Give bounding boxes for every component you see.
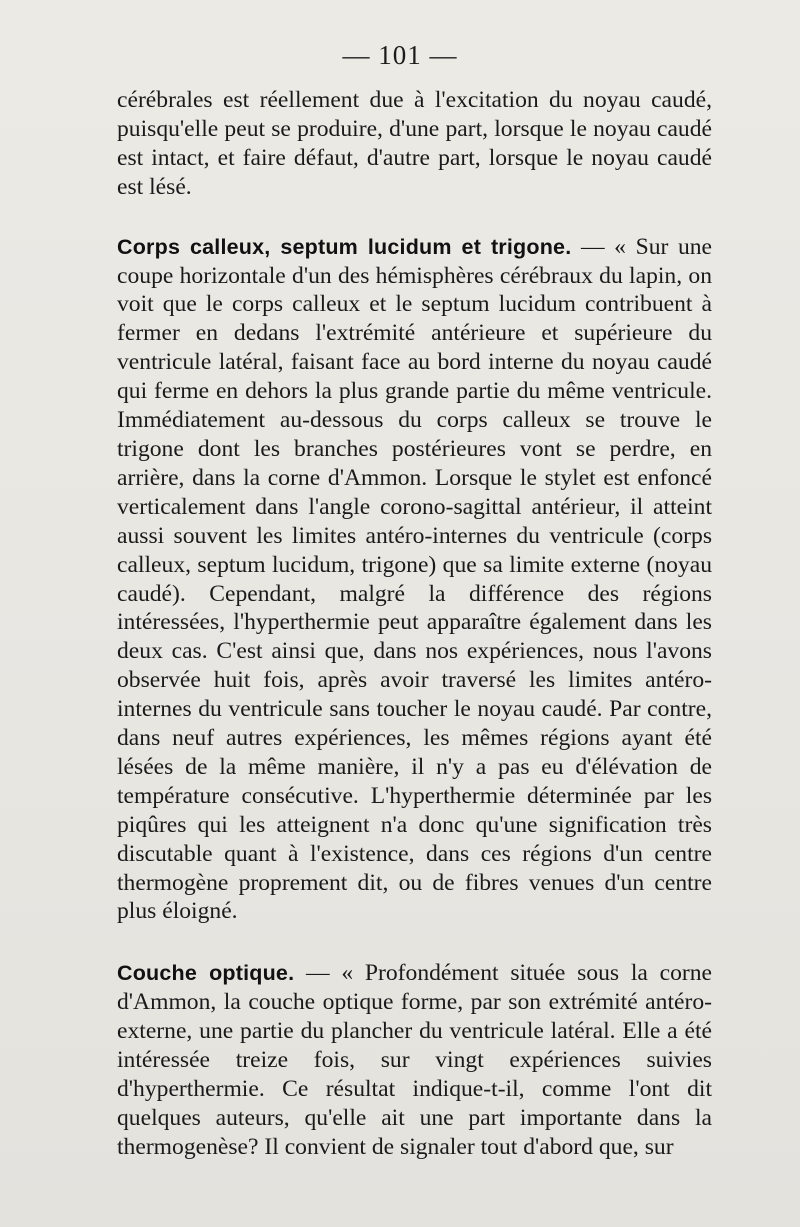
paragraph-body: — « Sur une coupe horizontale d'un des hémisphères cérébraux du lapin, on voit que le corps calleux et le septum lucidum contribuent à fermer en dedans l'extrémité antérieure et supérieure du ventricule latéral, faisant face au bord interne du noyau caudé qui ferme en dehors la plus grande partie du même ventricule. Immédiatement au-dessous du corps calleux se trouve le trigone dont les branches postérieures vont se perdre, en arrière, dans la corne d'Ammon. Lorsque le stylet est enfoncé verticalement dans l'angle corono-sagittal antérieur, il atteint aussi souvent les limites antéro-internes du ventricule (corps calleux, septum lucidum, trigone) que sa limite externe (noyau caudé). Cependant, malgré la différence des régions intéressées, l'hyperthermie peut apparaître également dans les deux cas. C'est ainsi que, dans nos expériences, nous l'avons observée huit fois, après avoir traversé les limites antéro-internes du ventricule sans toucher le noyau caudé. Par contre, dans neuf autres expériences, les mêmes régions ayant été lésées de la même manière, il n'y a pas eu d'élévation de température consécutive. L'hyperthermie déterminée par les piqûres qui les atteignent n'a donc qu'une signification très discutable quant à l'existence, dans ces régions d'un centre thermogène proprement dit, ou de fibres venues d'un centre plus éloigné. bbox=[117, 233, 713, 925]
paragraph-body: cérébrales est réellement due à l'excitation du noyau caudé, puisqu'elle peut se produire, d'une part, lorsque le noyau caudé est intact, et faire défaut, d'autre part, lorsque le noyau caudé est lésé. bbox=[117, 87, 712, 200]
paragraph-couche-optique bbox=[117, 959, 712, 1161]
page-number: — 101 — bbox=[342, 40, 458, 70]
paragraph-caude bbox=[117, 86, 712, 202]
text-block bbox=[117, 86, 712, 1162]
paragraph-body: — « Profondément située sous la corne d'Ammon, la couche optique forme, par son extrémité antéro-externe, une partie du plancher du ventricule latéral. Elle a été intéressée treize fois, sur vingt expériences suivies d'hyperthermie. Ce résultat indique-t-il, comme l'ont dit quelques auteurs, qu'elle ait une part importante dans la thermogenèse? Il convient de signaler tout d'abord que, sur bbox=[117, 960, 712, 1160]
paragraph-corps-calleux bbox=[117, 233, 712, 927]
section-heading: Couche optique. bbox=[117, 961, 295, 986]
section-heading: Corps calleux, septum lucidum et trigone. bbox=[117, 234, 572, 259]
